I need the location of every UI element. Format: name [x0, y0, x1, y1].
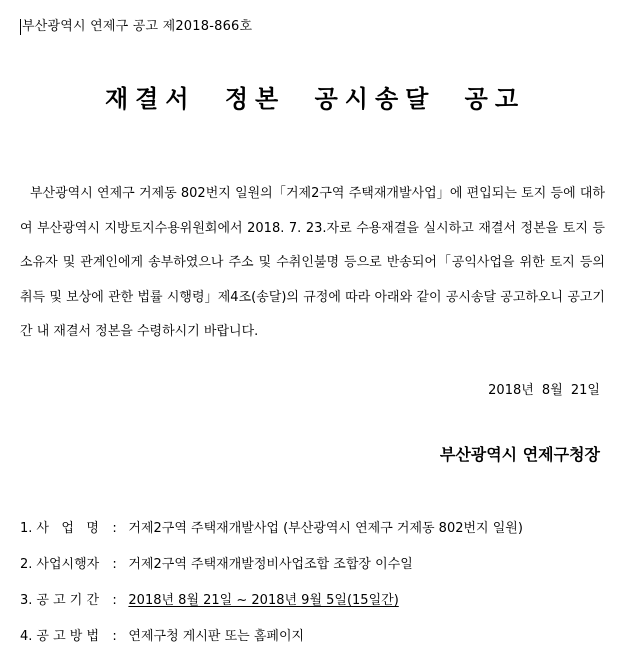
detail-item-project [20, 520, 523, 556]
detail-item-method [20, 628, 523, 664]
detail-separator: : [112, 521, 117, 536]
detail-value: 연제구청 게시판 또는 홈페이지 [128, 629, 305, 644]
detail-item-period [20, 592, 523, 628]
detail-label: 공 고 기 간 [36, 593, 100, 608]
detail-value: 거제2구역 주택재개발정비사업조합 조합장 이수일 [128, 557, 413, 572]
detail-value: 2018년 8월 21일 ~ 2018년 9월 5일(15일간) [128, 593, 399, 608]
detail-label: 공 고 방 법 [36, 629, 100, 644]
detail-separator: : [112, 629, 117, 644]
issuer-name: 부산광역시 연제구청장 [439, 445, 600, 464]
notice-details-list [20, 520, 523, 664]
detail-value: 거제2구역 주택재개발사업 (부산광역시 연제구 거제동 802번지 일원) [128, 521, 523, 536]
detail-number: 4. [20, 629, 33, 644]
document-number: 부산광역시 연제구 공고 제2018-866호 [22, 19, 253, 34]
detail-item-operator [20, 556, 523, 592]
notice-date: 2018년 8월 21일 [488, 383, 600, 398]
detail-number: 1. [20, 521, 33, 536]
notice-body: 부산광역시 연제구 거제동 802번지 일원의「거제2구역 주택재개발사업」에 편입되는 토지 등에 대하여 부산광역시 지방토지수용위원회에서 2018. 7. 23.자로 수용재결을 실시하고 재결서 정본을 토지 등 소유자 및 관계인에게 송부하였으나 주소 및 수취인불명 등으로 반송되어「공익사업을 위한 토지 등의 취득 및 보상에 관한 법률 시행령」제4조(송달)의 규정에 따라 아래와 같이 공시송달 공고하오니 공고기간 내 재결서 정본을 수령하시기 바랍니다. [20, 186, 605, 339]
detail-number: 3. [20, 593, 33, 608]
detail-separator: : [112, 593, 117, 608]
detail-label: 사 업 명 [36, 521, 99, 536]
detail-number: 2. [20, 557, 33, 572]
detail-label: 사업시행자 [36, 557, 100, 572]
detail-separator: : [112, 557, 117, 572]
notice-title: 재결서 정본 공시송달 공고 [104, 84, 526, 113]
